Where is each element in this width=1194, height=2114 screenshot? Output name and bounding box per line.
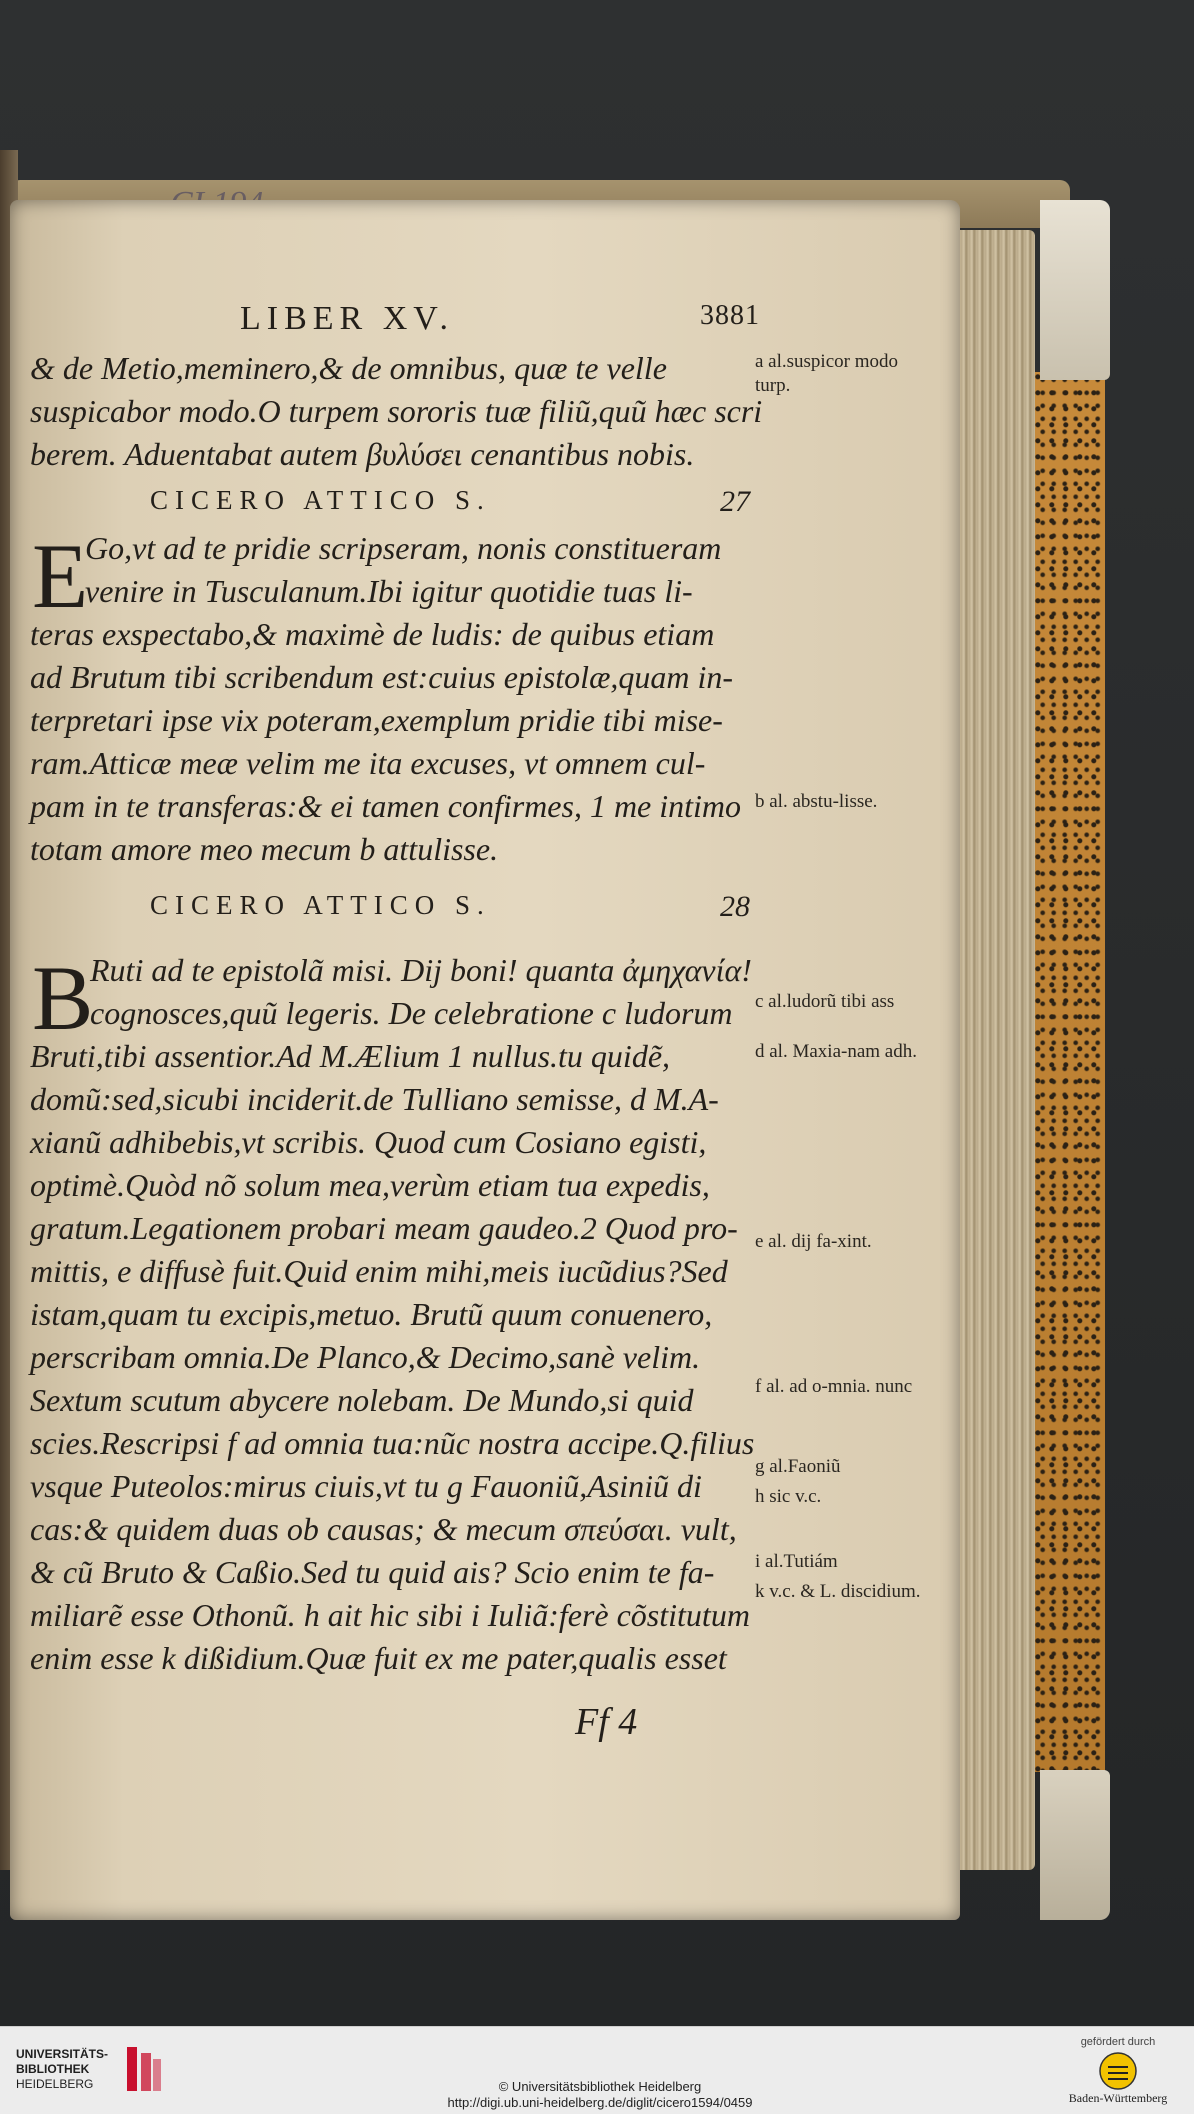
letter-number: 28 [720, 890, 750, 923]
text-line: xianũ adhibebis,vt scribis. Quod cum Cosiano egisti, [30, 1124, 707, 1160]
text-line: cognosces,quũ legeris. De celebratione c ludorum [90, 995, 733, 1031]
margin-note: k v.c. & L. discidium. [755, 1581, 921, 1602]
letter-heading-27 [150, 485, 750, 519]
letter-heading-text: CICERO ATTICO S. [150, 485, 491, 515]
funder-name: Baden-Württemberg [1068, 2091, 1168, 2105]
margin-note: f al. ad o-mnia. nunc [755, 1376, 913, 1397]
margin-note: h sic v.c. [755, 1486, 822, 1507]
text-line: totam amore meo mecum b attulisse. [30, 831, 499, 867]
text-line: enim esse k dißidium.Quæ fuit ex me pater,qualis esset [30, 1640, 727, 1676]
margin-note: i al.Tutiám [755, 1551, 838, 1572]
text-line: berem. Aduentabat autem βυλύσει cenantibus nobis. [30, 436, 695, 472]
text-line: miliarẽ esse Othonũ. h ait hic sibi i Iuliã:ferè cõstitutum [30, 1597, 750, 1633]
text-line: pam in te transferas:& ei tamen confirmes, 1 me intimo [30, 788, 742, 824]
running-head-title: LIBER XV. [240, 300, 454, 337]
text-line: scies.Rescripsi f ad omnia tua:nũc nostra accipe.Q.filius [30, 1425, 755, 1461]
page-number: 3881 [700, 300, 760, 331]
book-page [10, 200, 960, 1920]
text-line: ad Brutum tibi scribendum est:cuius epistolæ,quam in- [30, 659, 734, 695]
margin-note: c al.ludorũ tibi ass [755, 991, 895, 1012]
source-url[interactable]: http://digi.ub.uni-heidelberg.de/diglit/cicero1594/0459 [447, 2095, 753, 2110]
margin-note: a al.suspicor modo turp. [755, 351, 899, 396]
text-line: & cũ Bruto & Caßio.Sed tu quid ais? Scio enim te fa- [30, 1554, 715, 1590]
library-line-3: HEIDELBERG [16, 2077, 94, 2091]
bottom-clasp [1040, 1770, 1110, 1920]
text-line: perscribam omnia.De Planco,& Decimo,sanè velim. [30, 1339, 701, 1375]
text-line: Bruti,tibi assentior.Ad M.Ælium 1 nullus.tu quidẽ, [30, 1038, 671, 1074]
copyright-text: © Universitätsbibliothek Heidelberg [498, 2079, 702, 2094]
funded-by-text: gefördert durch [1080, 2036, 1156, 2048]
text-line: terpretari ipse vix poteram,exemplum pridie tibi mise- [30, 702, 723, 738]
state-seal-icon [1098, 2051, 1138, 2091]
text-line: cas:& quidem duas ob causas; & mecum σπεύσαι. vult, [30, 1511, 737, 1547]
text-line: Sextum scutum abycere nolebam. De Mundo,si quid [30, 1382, 694, 1418]
text-line: suspicabor modo.O turpem sororis tuæ filiũ,quũ hæc scri [30, 393, 763, 429]
margin-note: e al. dij fa-xint. [755, 1231, 872, 1252]
text-line: venire in Tusculanum.Ibi igitur quotidie tuas li- [85, 573, 693, 609]
text-line: teras exspectabo,& maximè de ludis: de quibus etiam [30, 616, 715, 652]
margin-note: d al. Maxia-nam adh. [755, 1041, 917, 1062]
text-line: & de Metio,meminero,& de omnibus, quæ te velle [30, 350, 667, 386]
text-line: ram.Atticæ meæ velim me ita excuses, vt omnem cul- [30, 745, 706, 781]
text-line: Go,vt ad te pridie scripseram, nonis constitueram [85, 530, 722, 566]
text-line: optimè.Quòd nõ solum mea,verùm etiam tua expedis, [30, 1167, 710, 1203]
library-logo[interactable] [16, 2045, 176, 2105]
dropcap: E [32, 525, 89, 627]
library-mark-icon [123, 2045, 163, 2095]
library-line-2: BIBLIOTHEK [16, 2062, 90, 2076]
dropcap: B [32, 947, 94, 1049]
funder-block [1050, 2035, 1186, 2111]
text-line: vsque Puteolos:mirus ciuis,vt tu g Fauoniũ,Asiniũ di [30, 1468, 702, 1504]
footer-bar [0, 2026, 1194, 2114]
text-line: Ruti ad te epistolã misi. Dij boni! quanta ἀμηχανία! [90, 952, 752, 988]
letter-heading-28 [150, 890, 750, 924]
text-line: mittis, e diffusè fuit.Quid enim mihi,meis iucũdius?Sed [30, 1253, 728, 1289]
text-line: gratum.Legationem probari meam gaudeo.2 Quod pro- [30, 1210, 738, 1246]
library-line-1: UNIVERSITÄTS- [16, 2047, 109, 2061]
letter-number: 27 [720, 485, 750, 518]
page-text-block [10, 200, 960, 1920]
speckled-cover-edge [1035, 372, 1105, 1772]
margin-note: g al.Faoniũ [755, 1456, 841, 1477]
text-line: istam,quam tu excipis,metuo. Brutũ quum conuenero, [30, 1296, 713, 1332]
library-name [16, 2047, 108, 2092]
footer-credits [340, 2079, 860, 2111]
running-header [240, 300, 760, 338]
letter-heading-text: CICERO ATTICO S. [150, 890, 491, 920]
margin-note: b al. abstu-lisse. [755, 791, 878, 812]
top-clasp [1040, 200, 1110, 380]
text-line: domũ:sed,sicubi inciderit.de Tulliano semisse, d M.A- [30, 1081, 719, 1117]
signature-mark: Ff 4 [575, 1701, 638, 1743]
